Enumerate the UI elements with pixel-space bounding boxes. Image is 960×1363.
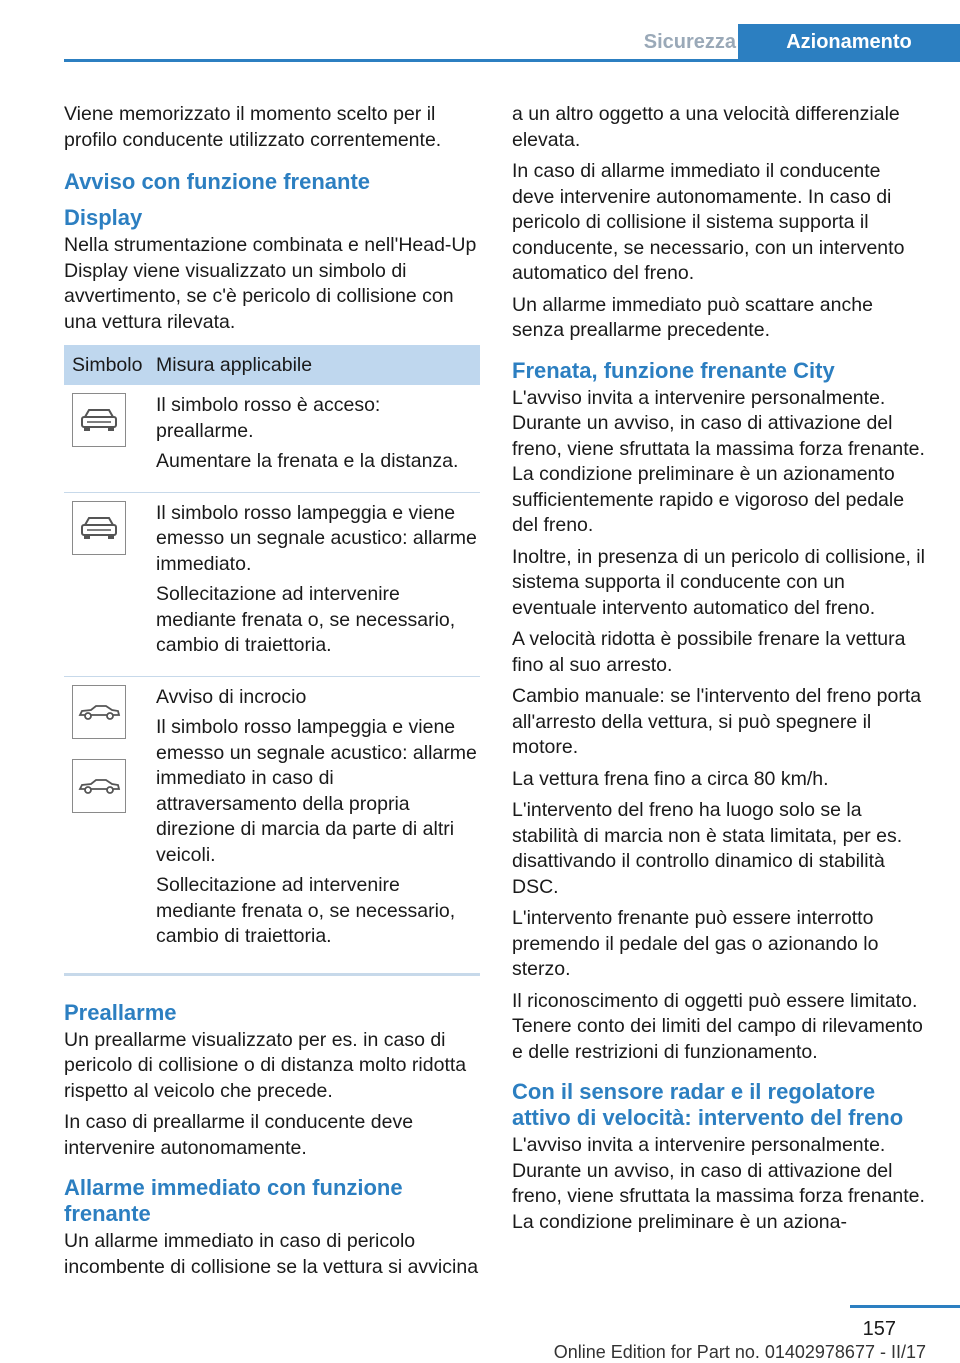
intro-paragraph: Viene memorizzato il momento scelto per il profilo conducente utilizzato correntemente. [64,103,442,151]
heading-avviso: Avviso con funzione frenante [64,169,371,194]
measure-cell [152,393,480,480]
measure-text: Avviso di incrocio [156,685,307,708]
symbol-cell [64,393,152,480]
column-header-measure: Misura applicabile [156,353,313,376]
section-tab: Sicurezza [643,31,736,53]
display-paragraph: Nella strumentazione combinata e nell'Head-Up Display viene visualizzato un simbolo di avvertimento, se c'è pericolo di collisione con una vettura rilevata. [64,234,477,333]
table-row [64,677,480,967]
page-header [64,24,960,62]
measure-text: Il simbolo rosso lampeggia e viene emesso un segnale acustico: allarme immediato in caso di attraversamento della propria direzione di marcia da parte di altri veicoli. [156,716,477,866]
table-row [64,385,480,493]
continued-paragraph: a un altro oggetto a una velocità differenziale elevata. [512,103,900,151]
right-column [512,102,926,1241]
table-end-rule [64,973,480,976]
footer-rule [850,1305,960,1308]
symbol-cell [64,501,152,664]
chapter-tab: Azionamento [738,24,960,62]
city-paragraph: Inoltre, in presenza di un pericolo di collisione, il sistema supporta il conducente con un eventuale intervento automatico del freno. [512,545,925,619]
page-number: 157 [862,1318,896,1340]
heading-radar: Con il sensore radar e il regolatore attivo di velocità: intervento del freno [512,1079,904,1130]
radar-paragraph: L'avviso invita a intervenire personalmente. Durante un avviso, in caso di attivazione del freno, viene sfruttata la massima forza frenante. La condizione preliminare è un aziona- [512,1134,925,1233]
car-side-icon [72,759,126,813]
city-paragraph: A velocità ridotta è possibile frenare la vettura fino al suo arresto. [512,628,906,676]
city-paragraph: L'intervento frenante può essere interrotto premendo il pedale del gas o azionando lo sterzo. [512,907,879,980]
symbol-table [64,345,480,976]
measure-text: Il simbolo rosso è acceso: preallarme. [156,394,381,442]
car-side-icon [72,685,126,739]
city-paragraph: La vettura frena fino a circa 80 km/h. [512,767,829,790]
measure-cell [152,685,480,955]
measure-cell [152,501,480,664]
preallarme-paragraph: In caso di preallarme il conducente deve intervenire autonomamente. [64,1111,414,1159]
measure-text: Sollecitazione ad intervenire mediante frenata o, se necessario, cambio di traiettoria. [156,583,456,656]
heading-preallarme: Preallarme [64,999,177,1025]
measure-text: Sollecitazione ad intervenire mediante frenata o, se necessario, cambio di traiettoria. [156,874,456,947]
city-paragraph: Cambio manuale: se l'intervento del freno porta all'arresto della vettura, si può spegnere il motore. [512,685,922,758]
continued-paragraph: Un allarme immediato può scattare anche senza preallarme precedente. [512,293,873,341]
edition-note: Online Edition for Part no. 01402978677 - II/17 [553,1342,926,1362]
table-header [64,345,480,385]
header-rule [64,59,960,62]
measure-text: Aumentare la frenata e la distanza. [156,450,459,472]
table-row [64,493,480,677]
city-paragraph: Il riconoscimento di oggetti può essere limitato. Tenere conto dei limiti del campo di rilevamento e delle restrizioni di funzionamento. [512,989,923,1063]
preallarme-paragraph: Un preallarme visualizzato per es. in caso di pericolo di collisione o di distanza molto ridotta rispetto al veicolo che precede. [64,1028,467,1102]
heading-display: Display [64,205,143,230]
city-paragraph: L'intervento del freno ha luogo solo se la stabilità di marcia non è stata limitata, per es. disattivando il controllo dinamico di stabilità DSC. [512,799,903,898]
allarme-paragraph: Un allarme immediato in caso di pericolo incombente di collisione se la vettura si avvicina [64,1230,479,1278]
symbol-cell [64,685,152,955]
car-front-icon [72,393,126,447]
car-front-icon [72,501,126,555]
measure-text: Il simbolo rosso lampeggia e viene emesso un segnale acustico: allarme immediato. [156,501,477,575]
heading-city: Frenata, funzione frenante City [512,357,835,383]
continued-paragraph: In caso di allarme immediato il conducente deve intervenire autonomamente. In caso di pericolo di collisione il sistema supporta il conducente, se necessario, con un intervento automatico del freno. [512,160,905,284]
heading-allarme: Allarme immediato con funzione frenante [64,1175,403,1226]
column-header-symbol: Simbolo [72,353,143,376]
left-column [64,102,480,1286]
city-paragraph: L'avviso invita a intervenire personalmente. Durante un avviso, in caso di attivazione del freno, viene sfruttata la massima forza frenante. La condizione preliminare è un azionamento sufficientemente rapido e vigoroso del pedale del freno. [512,386,925,536]
